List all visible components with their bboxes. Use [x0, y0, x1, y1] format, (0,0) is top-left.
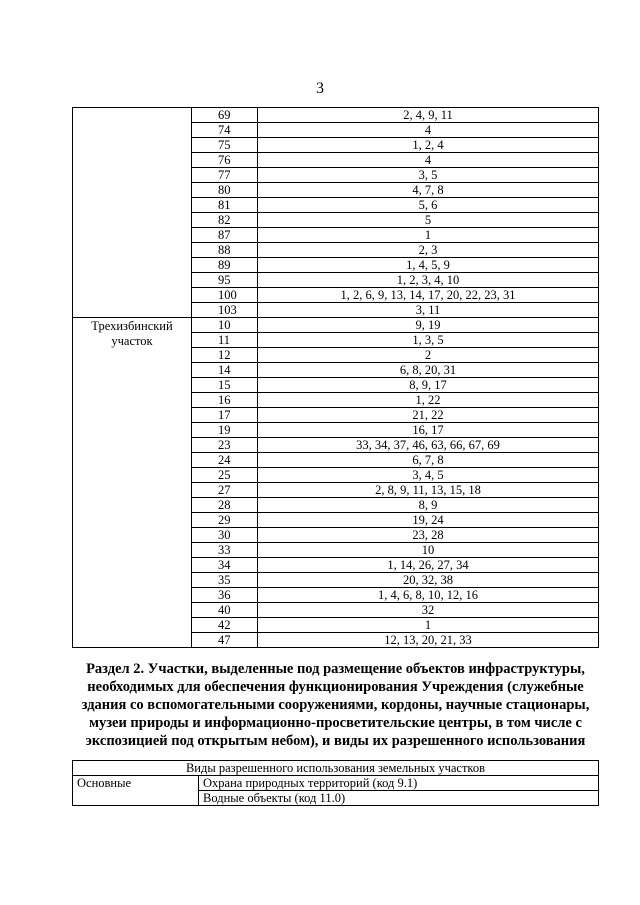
vydely-list: 4	[258, 123, 599, 138]
vydely-list: 10	[258, 543, 599, 558]
kvartal-number: 88	[192, 243, 258, 258]
vydely-list: 1, 22	[258, 393, 599, 408]
kvartal-number: 36	[192, 588, 258, 603]
kvartal-number: 24	[192, 453, 258, 468]
forest-blocks-table	[72, 107, 599, 648]
page-number: 3	[316, 80, 324, 97]
uses-item: Водные объекты (код 11.0)	[199, 791, 599, 806]
kvartal-number: 77	[192, 168, 258, 183]
kvartal-number: 87	[192, 228, 258, 243]
uses-category: Основные	[73, 776, 199, 806]
kvartal-number: 34	[192, 558, 258, 573]
vydely-list: 16, 17	[258, 423, 599, 438]
uses-header: Виды разрешенного использования земельных участков	[73, 761, 599, 776]
vydely-list: 20, 32, 38	[258, 573, 599, 588]
vydely-list: 1, 4, 5, 9	[258, 258, 599, 273]
kvartal-number: 27	[192, 483, 258, 498]
vydely-list: 1, 4, 6, 8, 10, 12, 16	[258, 588, 599, 603]
area-name	[73, 108, 192, 318]
vydely-list: 9, 19	[258, 318, 599, 333]
kvartal-number: 28	[192, 498, 258, 513]
vydely-list: 33, 34, 37, 46, 63, 66, 67, 69	[258, 438, 599, 453]
vydely-list: 1, 2, 6, 9, 13, 14, 17, 20, 22, 23, 31	[258, 288, 599, 303]
kvartal-number: 100	[192, 288, 258, 303]
table-row	[73, 108, 599, 123]
kvartal-number: 81	[192, 198, 258, 213]
kvartal-number: 19	[192, 423, 258, 438]
kvartal-number: 76	[192, 153, 258, 168]
kvartal-number: 14	[192, 363, 258, 378]
vydely-list: 1, 2, 4	[258, 138, 599, 153]
vydely-list: 2, 8, 9, 11, 13, 15, 18	[258, 483, 599, 498]
kvartal-number: 69	[192, 108, 258, 123]
vydely-list: 2	[258, 348, 599, 363]
vydely-list: 23, 28	[258, 528, 599, 543]
kvartal-number: 11	[192, 333, 258, 348]
vydely-list: 6, 8, 20, 31	[258, 363, 599, 378]
vydely-list: 5, 6	[258, 198, 599, 213]
kvartal-number: 12	[192, 348, 258, 363]
table-row	[73, 318, 599, 333]
vydely-list: 1, 2, 3, 4, 10	[258, 273, 599, 288]
vydely-list: 3, 4, 5	[258, 468, 599, 483]
kvartal-number: 17	[192, 408, 258, 423]
vydely-list: 5	[258, 213, 599, 228]
kvartal-number: 40	[192, 603, 258, 618]
vydely-list: 3, 11	[258, 303, 599, 318]
vydely-list: 2, 3	[258, 243, 599, 258]
uses-item: Охрана природных территорий (код 9.1)	[199, 776, 599, 791]
vydely-list: 2, 4, 9, 11	[258, 108, 599, 123]
section-2-heading: Раздел 2. Участки, выделенные под размещение объектов инфраструктуры, необходимых для обеспечения функционирования Учреждения (служебные здания со вспомогательными сооружениями, кордоны, научные стационары, музеи природы и информационно-просветительские центры, в том числе с экспозицией под открытым небом), и виды их разрешенного использования	[81, 661, 590, 749]
area-name: Трехизбинский участок	[73, 318, 192, 648]
uses-header-row	[73, 761, 599, 776]
kvartal-number: 23	[192, 438, 258, 453]
kvartal-number: 75	[192, 138, 258, 153]
kvartal-number: 80	[192, 183, 258, 198]
vydely-list: 4	[258, 153, 599, 168]
kvartal-number: 103	[192, 303, 258, 318]
vydely-list: 1, 3, 5	[258, 333, 599, 348]
kvartal-number: 16	[192, 393, 258, 408]
vydely-list: 3, 5	[258, 168, 599, 183]
kvartal-number: 15	[192, 378, 258, 393]
uses-row	[73, 776, 599, 791]
kvartal-number: 29	[192, 513, 258, 528]
kvartal-number: 30	[192, 528, 258, 543]
vydely-list: 1, 14, 26, 27, 34	[258, 558, 599, 573]
kvartal-number: 47	[192, 633, 258, 648]
vydely-list: 19, 24	[258, 513, 599, 528]
kvartal-number: 25	[192, 468, 258, 483]
kvartal-number: 42	[192, 618, 258, 633]
vydely-list: 1	[258, 618, 599, 633]
vydely-list: 12, 13, 20, 21, 33	[258, 633, 599, 648]
vydely-list: 8, 9	[258, 498, 599, 513]
vydely-list: 1	[258, 228, 599, 243]
vydely-list: 21, 22	[258, 408, 599, 423]
kvartal-number: 10	[192, 318, 258, 333]
kvartal-number: 89	[192, 258, 258, 273]
kvartal-number: 95	[192, 273, 258, 288]
kvartal-number: 35	[192, 573, 258, 588]
vydely-list: 8, 9, 17	[258, 378, 599, 393]
kvartal-number: 82	[192, 213, 258, 228]
vydely-list: 32	[258, 603, 599, 618]
vydely-list: 6, 7, 8	[258, 453, 599, 468]
kvartal-number: 33	[192, 543, 258, 558]
permitted-uses-table	[72, 760, 599, 806]
kvartal-number: 74	[192, 123, 258, 138]
vydely-list: 4, 7, 8	[258, 183, 599, 198]
